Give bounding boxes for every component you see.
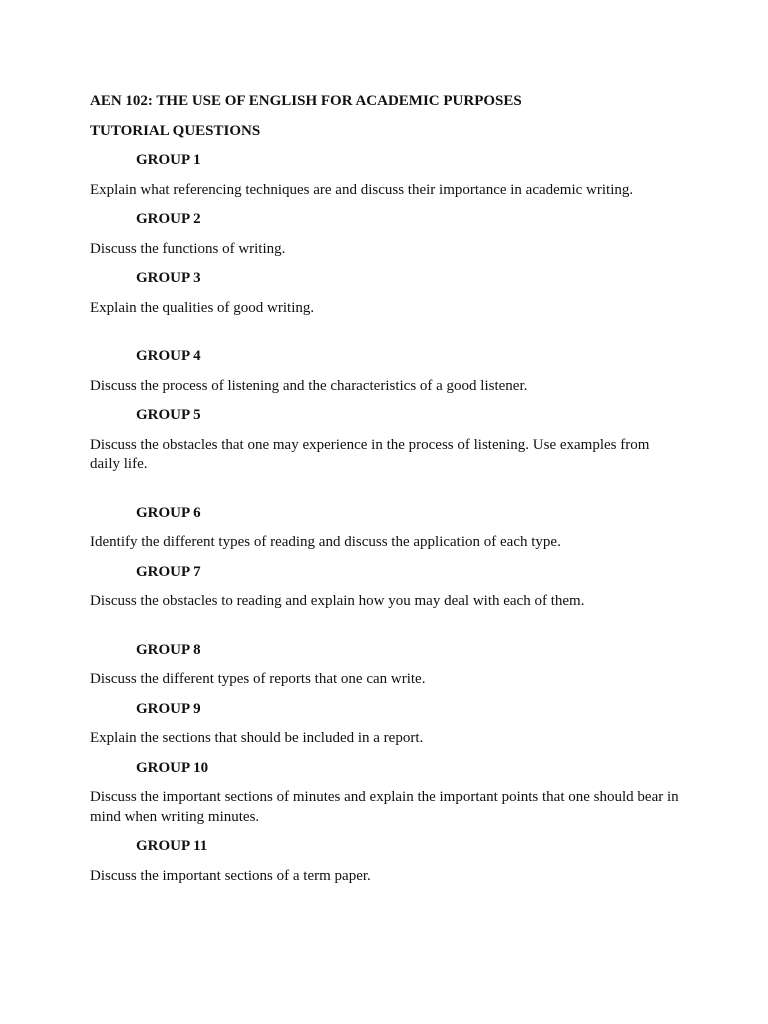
group-2	[90, 210, 680, 259]
group-6	[90, 504, 680, 553]
group-label: GROUP 6	[136, 504, 201, 521]
group-label: GROUP 5	[136, 407, 201, 423]
group-label: GROUP 1	[136, 152, 201, 168]
course-title: AEN 102: THE USE OF ENGLISH FOR ACADEMIC PURPOSES	[90, 93, 522, 109]
group-question: Discuss the process of listening and the characteristics of a good listener.	[90, 377, 528, 394]
group-question: Discuss the important sections of minutes and explain the important points that one should bear in mind when writing minutes.	[90, 789, 679, 825]
group-question: Discuss the obstacles that one may experience in the process of listening. Use examples from daily life.	[90, 436, 650, 472]
group-question: Explain what referencing techniques are and discuss their importance in academic writing.	[90, 181, 634, 198]
group-question: Identify the different types of reading and discuss the application of each type.	[90, 534, 561, 550]
group-label: GROUP 9	[136, 700, 201, 717]
group-3	[90, 269, 680, 318]
group-11	[90, 837, 680, 886]
group-4	[90, 347, 680, 396]
group-label: GROUP 3	[136, 270, 201, 286]
document-subtitle: TUTORIAL QUESTIONS	[90, 122, 261, 139]
group-question: Discuss the different types of reports that one can write.	[90, 671, 426, 687]
group-label: GROUP 2	[136, 211, 201, 227]
group-7	[90, 563, 680, 612]
group-question: Discuss the important sections of a term paper.	[90, 867, 371, 884]
group-label: GROUP 8	[136, 641, 201, 658]
group-question: Discuss the functions of writing.	[90, 240, 286, 257]
group-5	[90, 406, 680, 475]
group-label: GROUP 11	[136, 838, 208, 854]
document-content	[90, 92, 680, 896]
group-10	[90, 759, 680, 828]
group-1	[90, 151, 680, 200]
group-8	[90, 641, 680, 690]
group-9	[90, 700, 680, 749]
group-label: GROUP 7	[136, 563, 201, 580]
group-question: Explain the sections that should be included in a report.	[90, 730, 424, 746]
group-question: Explain the qualities of good writing.	[90, 299, 315, 316]
group-question: Discuss the obstacles to reading and explain how you may deal with each of them.	[90, 593, 585, 609]
group-label: GROUP 4	[136, 348, 201, 364]
group-label: GROUP 10	[136, 759, 209, 776]
